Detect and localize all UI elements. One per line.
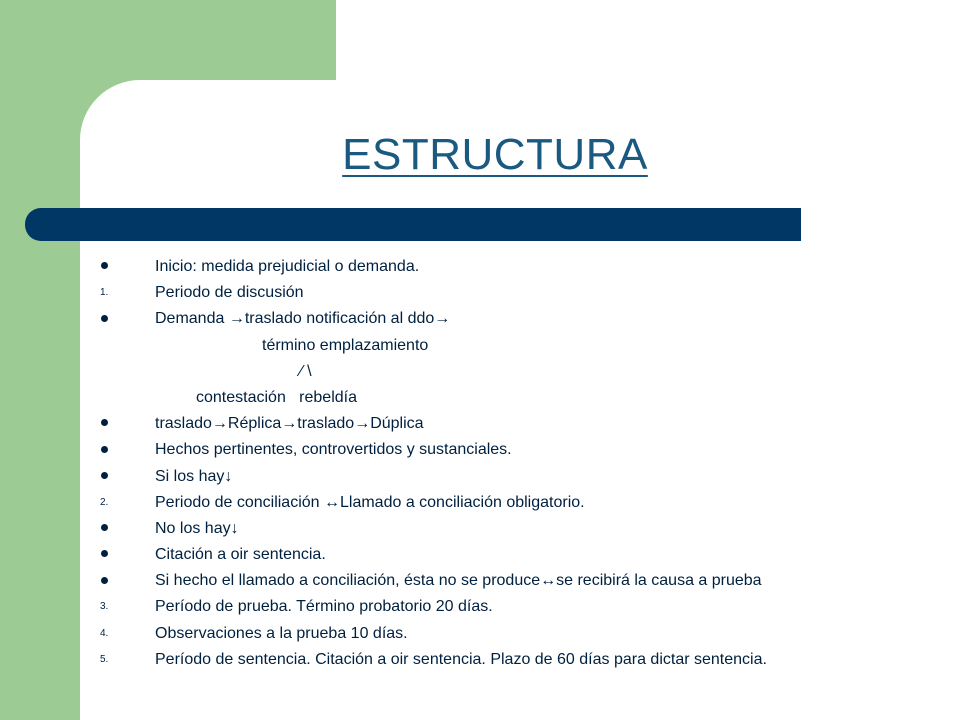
list-item-text: Demanda →traslado notificación al ddo→ [155,310,451,328]
bullet-dot-icon [96,516,116,542]
list-item-text: Periodo de discusión [155,284,304,302]
list-item [0,280,960,306]
list-item-text: contestación rebeldía [196,388,357,406]
list-item [0,306,960,332]
bullet-dot-icon [96,254,116,280]
list-item-text: Si los hay↓ [155,467,233,485]
list-item [0,647,960,673]
list-item [0,359,960,385]
list-item-text: Citación a oir sentencia. [155,546,326,564]
title-underline-bar [25,208,801,241]
bullet-dot-icon [96,306,116,332]
list-item-text: Período de prueba. Término probatorio 20 días. [155,598,493,616]
slide-title: ESTRUCTURA [342,130,648,179]
list-number: 5. [100,653,109,665]
list-item-text: Hechos pertinentes, controvertidos y sustanciales. [155,441,512,459]
bullet-dot-icon [96,542,116,568]
list-item [0,385,960,411]
list-item-text: Periodo de conciliación ↔Llamado a conciliación obligatorio. [155,493,585,511]
list-number: 3. [100,601,109,613]
list-item [0,542,960,568]
list-number: 4. [100,627,109,639]
list-item [0,594,960,620]
list-item-text: Observaciones a la prueba 10 días. [155,624,408,642]
bullet-dot-icon [96,411,116,437]
list-number: 1. [100,287,109,299]
list-item [0,490,960,516]
list-item [0,254,960,280]
list-item [0,333,960,359]
list-item-text: Período de sentencia. Citación a oir sentencia. Plazo de 60 días para dictar sentencia. [155,650,767,668]
list-item-text: Si hecho el llamado a conciliación, ésta no se produce↔se recibirá la causa a prueba [155,572,762,590]
list-item-text: traslado→Réplica→traslado→Dúplica [155,415,424,433]
list-item-text: Inicio: medida prejudicial o demanda. [155,258,420,275]
list-item [0,516,960,542]
list-item [0,568,960,594]
bullet-dot-icon [96,568,116,594]
branch-symbols: ∕ \ [300,362,312,380]
list-item [0,621,960,647]
list-number: 2. [100,496,109,508]
bullet-dot-icon [96,437,116,463]
content-list [0,254,960,673]
list-item-text: No los hay↓ [155,519,239,537]
list-item [0,437,960,463]
list-item-text: término emplazamiento [262,336,429,354]
list-item [0,464,960,490]
bullet-dot-icon [96,464,116,490]
list-item [0,411,960,437]
